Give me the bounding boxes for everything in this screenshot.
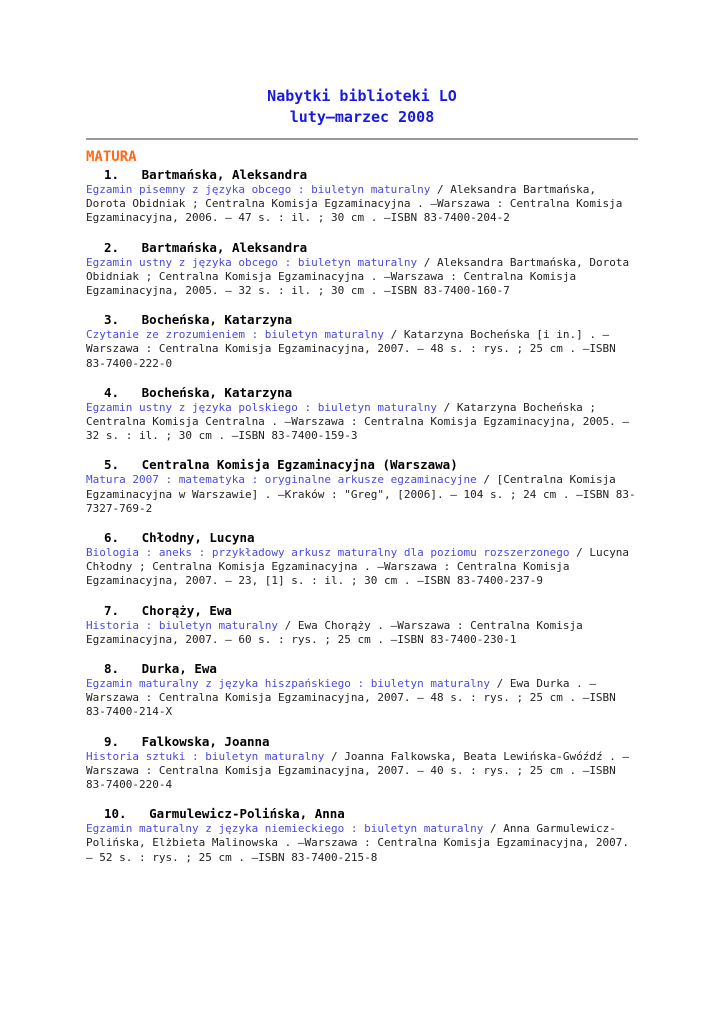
entry-description xyxy=(86,473,638,516)
entry-number: 8. xyxy=(104,661,120,677)
entry-author-name: Chorąży, Ewa xyxy=(141,602,232,618)
list-item xyxy=(86,529,638,589)
entry-title: Egzamin maturalny z języka hiszpańskiego : biuletyn maturalny xyxy=(86,677,490,691)
entry-title: Historia : biuletyn maturalny xyxy=(86,618,279,632)
entry-author xyxy=(86,529,638,546)
entry-details: / Aleksandra Bartmańska, Dorota Obidniak ; Centralna Komisja Egzaminacyjna . –Warszawa : Centralna Komisja Egzaminacyjna, 2005. – 32 s. : il. ; 30 cm . –ISBN 83-7400-160-7 xyxy=(86,255,630,298)
entry-description xyxy=(86,677,638,720)
entry-author-name: Falkowska, Joanna xyxy=(141,733,270,749)
entry-author xyxy=(86,456,638,473)
list-item xyxy=(86,239,638,299)
entry-author xyxy=(86,660,638,677)
entry-list xyxy=(86,166,638,865)
entry-author xyxy=(86,805,638,822)
entry-description xyxy=(86,619,638,647)
entry-title: Biologia : aneks : przykładowy arkusz maturalny dla poziomu rozszerzonego xyxy=(86,546,570,560)
entry-author xyxy=(86,311,638,328)
entry-description xyxy=(86,401,638,444)
entry-details: / Ewa Durka . –Warszawa : Centralna Komisja Egzaminacyjna, 2007. – 48 s. : rys. ; 25 cm . –ISBN 83-7400-214-X xyxy=(86,677,616,719)
entry-details: / [Centralna Komisja Egzaminacyjna w Warszawie] . –Kraków : "Greg", [2006]. – 104 s. ; 24 cm . –ISBN 83-7327-769-2 xyxy=(86,473,636,515)
page-title: Nabytki biblioteki LO xyxy=(267,87,457,105)
entry-author xyxy=(86,602,638,619)
entry-author-name: Centralna Komisja Egzaminacyjna (Warszawa) xyxy=(141,457,458,473)
entry-title: Egzamin pisemny z języka obcego : biuletyn maturalny xyxy=(86,183,431,196)
entry-author xyxy=(86,733,638,750)
list-item xyxy=(86,660,638,720)
entry-details: / Katarzyna Bocheńska [i in.] . –Warszawa : Centralna Komisja Egzaminacyjna, 2007. – 48 s. : rys. ; 25 cm . –ISBN 83-7400-222-0 xyxy=(86,328,616,370)
entry-number: 10. xyxy=(104,806,127,822)
entry-author-name: Bocheńska, Katarzyna xyxy=(141,312,293,328)
entry-number: 1. xyxy=(104,167,120,182)
entry-author xyxy=(86,166,638,183)
list-item xyxy=(86,311,638,371)
entry-title: Egzamin ustny z języka polskiego : biuletyn maturalny xyxy=(86,400,437,414)
entry-title: Czytanie ze zrozumieniem : biuletyn maturalny xyxy=(86,328,385,342)
entry-author-name: Bartmańska, Aleksandra xyxy=(141,167,308,182)
entry-number: 5. xyxy=(104,457,120,473)
entry-author-name: Durka, Ewa xyxy=(141,661,217,677)
entry-description xyxy=(86,256,638,299)
page-subtitle: luty–marzec 2008 xyxy=(289,108,435,126)
entry-details: / Lucyna Chłodny ; Centralna Komisja Egzaminacyjna . –Warszawa : Centralna Komisja Egzaminacyjna, 2007. – 23, [1] s. : il. ; 30 cm . –ISBN 83-7400-237-9 xyxy=(86,546,630,588)
entry-details: / Aleksandra Bartmańska, Dorota Obidniak ; Centralna Komisja Egzaminacyjna . –Warszawa : Centralna Komisja Egzaminacyjna, 2006. – 47 s. : il. ; 30 cm . –ISBN 83-7400-204-2 xyxy=(86,183,623,225)
entry-details: / Ewa Chorąży . –Warszawa : Centralna Komisja Egzaminacyjna, 2007. – 60 s. : rys. ; 25 cm . –ISBN 83-7400-230-1 xyxy=(86,618,583,646)
list-item xyxy=(86,602,638,647)
title-divider xyxy=(86,138,638,140)
entry-author xyxy=(86,384,638,401)
entry-description xyxy=(86,183,638,226)
document-page xyxy=(86,0,638,865)
entry-number: 9. xyxy=(104,733,120,749)
entry-number: 2. xyxy=(104,239,120,255)
entry-number: 7. xyxy=(104,602,120,618)
entry-author xyxy=(86,239,638,256)
entry-title: Historia sztuki : biuletyn maturalny xyxy=(86,749,325,763)
list-item xyxy=(86,384,638,444)
entry-title: Egzamin maturalny z języka niemieckiego : biuletyn maturalny xyxy=(86,822,484,836)
entry-number: 6. xyxy=(104,530,120,546)
entry-author-name: Chłodny, Lucyna xyxy=(141,530,255,546)
list-item xyxy=(86,805,638,865)
entry-author-name: Bartmańska, Aleksandra xyxy=(141,239,308,255)
entry-details: / Katarzyna Bocheńska ; Centralna Komisja Centralna . –Warszawa : Centralna Komisja Egzaminacyjna, 2005. – 32 s. : il. ; 30 cm . –ISBN 83-7400-159-3 xyxy=(86,400,630,443)
entry-description xyxy=(86,328,638,371)
entry-author-name: Garmulewicz-Polińska, Anna xyxy=(149,806,345,822)
entry-number: 4. xyxy=(104,384,120,400)
entry-details: / Anna Garmulewicz-Polińska, Elżbieta Malinowska . –Warszawa : Centralna Komisja Egzaminacyjna, 2007. – 52 s. : rys. ; 25 cm . –ISBN 83-7400-215-8 xyxy=(86,822,630,864)
entry-number: 3. xyxy=(104,312,120,328)
list-item xyxy=(86,456,638,516)
entry-title: Matura 2007 : matematyka : oryginalne arkusze egzaminacyjne xyxy=(86,473,477,487)
entry-title: Egzamin ustny z języka obcego : biuletyn maturalny xyxy=(86,255,418,269)
section-heading: MATURA xyxy=(86,149,137,165)
entry-description xyxy=(86,750,638,793)
entry-description xyxy=(86,546,638,589)
entry-author-name: Bocheńska, Katarzyna xyxy=(141,384,293,400)
list-item xyxy=(86,166,638,226)
list-item xyxy=(86,733,638,793)
entry-description xyxy=(86,822,638,865)
entry-details: / Joanna Falkowska, Beata Lewińska-Gwóźdź . –Warszawa : Centralna Komisja Egzaminacyjna, 2007. – 40 s. : rys. ; 25 cm . –ISBN 83-7400-220-4 xyxy=(86,749,630,792)
